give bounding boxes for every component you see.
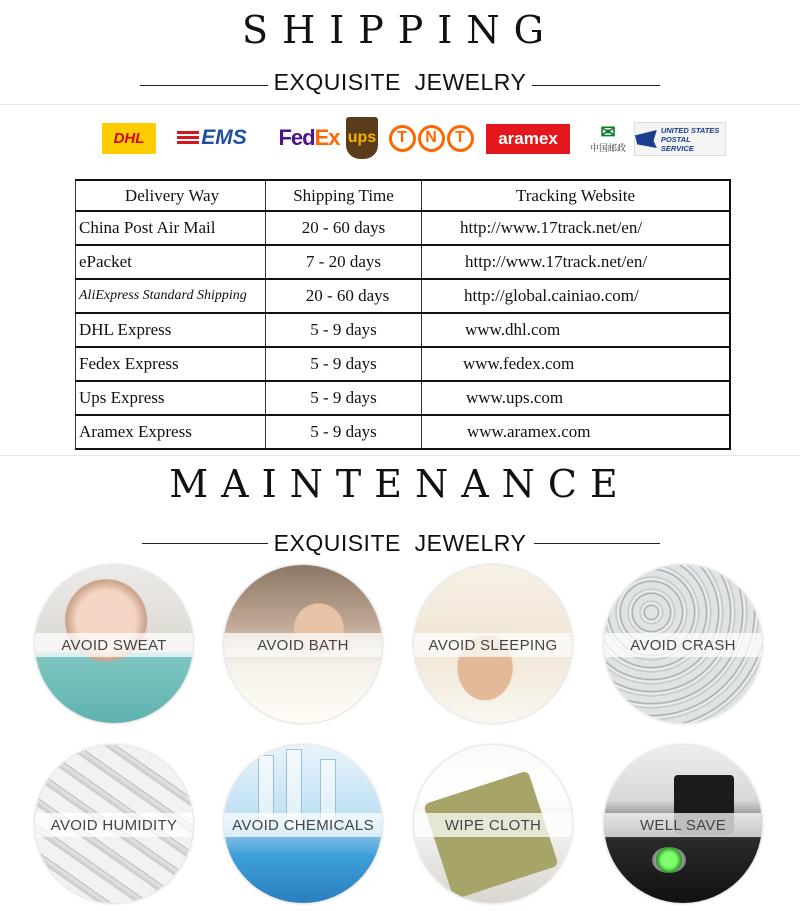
tip-label: AVOID BATH <box>224 633 382 657</box>
ems-logo <box>164 125 260 151</box>
avoid-humidity-image <box>35 745 193 903</box>
china-post-icon: ✉ <box>600 122 616 142</box>
tip-label: WELL SAVE <box>604 813 762 837</box>
tip-label: AVOID HUMIDITY <box>35 813 193 837</box>
delivery-way: Fedex Express <box>76 347 266 381</box>
ems-stripes-icon <box>177 131 199 145</box>
aramex-logo-text: aramex <box>498 129 558 148</box>
tip-label: AVOID CHEMICALS <box>224 813 382 837</box>
table-row <box>76 211 731 245</box>
tip-label: WIPE CLOTH <box>414 813 572 837</box>
usps-logo <box>634 122 726 156</box>
china-post-text: 中国邮政 <box>589 143 626 153</box>
shipping-time: 20 - 60 days <box>266 211 422 245</box>
tracking-website: http://www.17track.net/en/ <box>422 211 731 245</box>
usps-line-2: POSTAL SERVICE <box>660 134 694 153</box>
shipping-time: 20 - 60 days <box>266 279 422 313</box>
dhl-logo <box>102 123 156 154</box>
tracking-website: www.ups.com <box>422 381 731 415</box>
tnt-logo <box>386 122 476 154</box>
avoid-bath-image <box>224 565 382 723</box>
delivery-way: DHL Express <box>76 313 266 347</box>
dhl-logo-text: DHL <box>113 130 145 147</box>
usps-line-1: UNITED STATES <box>660 125 720 135</box>
table-row <box>76 381 731 415</box>
usps-eagle-icon <box>635 130 657 148</box>
shipping-time: 5 - 9 days <box>266 415 422 449</box>
table-row <box>76 313 731 347</box>
header-delivery-way: Delivery Way <box>76 180 266 211</box>
usps-logo-text <box>661 126 725 153</box>
table-row <box>76 279 731 313</box>
tracking-website: www.fedex.com <box>422 347 731 381</box>
shipping-time: 5 - 9 days <box>266 313 422 347</box>
avoid-chemicals-image <box>224 745 382 903</box>
tracking-website: www.dhl.com <box>422 313 731 347</box>
ems-logo-text: EMS <box>201 126 247 149</box>
shipping-time: 5 - 9 days <box>266 347 422 381</box>
tracking-website: www.aramex.com <box>422 415 731 449</box>
tnt-letter: T <box>389 125 416 152</box>
shipping-time: 7 - 20 days <box>266 245 422 279</box>
fedex-ex-text: Ex <box>314 125 340 150</box>
fedex-logo <box>276 124 342 152</box>
table-row <box>76 347 731 381</box>
maintenance-subtitle: EXQUISITE JEWELRY <box>273 530 527 556</box>
table-row <box>76 245 731 279</box>
table-header-row <box>76 180 731 211</box>
shipping-subtitle: EXQUISITE JEWELRY <box>273 69 527 95</box>
delivery-way: Ups Express <box>76 381 266 415</box>
tracking-website: http://global.cainiao.com/ <box>422 279 731 313</box>
avoid-sweat-image <box>35 565 193 723</box>
fedex-fe-text: Fed <box>278 125 315 150</box>
china-post-logo <box>584 117 632 159</box>
tip-label: AVOID SLEEPING <box>414 633 572 657</box>
tnt-letter: T <box>447 125 474 152</box>
table-row <box>76 415 731 449</box>
header-shipping-time: Shipping Time <box>266 180 422 211</box>
shipping-title: SHIPPING <box>242 8 558 52</box>
tip-label: AVOID SWEAT <box>35 633 193 657</box>
delivery-way: ePacket <box>76 245 266 279</box>
maintenance-title: MAINTENANCE <box>169 462 631 506</box>
tnt-letter: N <box>418 125 445 152</box>
delivery-way: China Post Air Mail <box>76 211 266 245</box>
delivery-way: Aramex Express <box>76 415 266 449</box>
well-save-image <box>604 745 762 903</box>
wipe-cloth-image <box>414 745 572 903</box>
tracking-website: http://www.17track.net/en/ <box>422 245 731 279</box>
delivery-way: AliExpress Standard Shipping <box>76 279 266 313</box>
ups-logo <box>346 117 378 159</box>
ring-icon <box>652 847 686 873</box>
avoid-crash-image <box>604 565 762 723</box>
avoid-sleeping-image <box>414 565 572 723</box>
ups-logo-text: ups <box>347 129 377 146</box>
aramex-logo <box>486 124 570 154</box>
shipping-time: 5 - 9 days <box>266 381 422 415</box>
shipping-table <box>75 179 731 450</box>
tip-label: AVOID CRASH <box>604 633 762 657</box>
header-tracking-website: Tracking Website <box>422 180 731 211</box>
